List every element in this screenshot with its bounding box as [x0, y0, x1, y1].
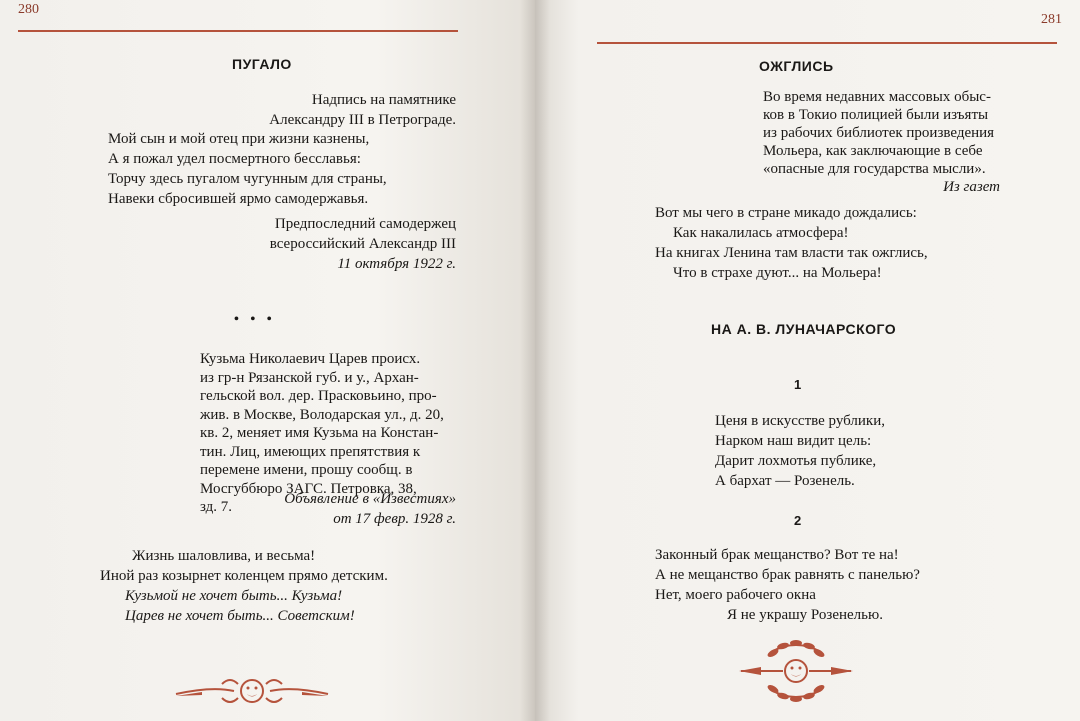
ornament-flourish-icon [172, 672, 332, 710]
announcement-line: перемене имени, прошу сообщ. в [200, 462, 413, 478]
epigraph-line: ков в Токио полицией были изъяты [763, 107, 989, 123]
source-line: от 17 февр. 1928 г. [333, 511, 456, 527]
announcement-line: из гр-н Рязанской губ. и у., Архан- [200, 369, 419, 386]
section-separator: • • • [234, 312, 276, 327]
verse-line: Я не украшу Розенелью. [727, 607, 883, 623]
poem-title-scarecrow: ПУГАЛО [232, 56, 292, 72]
poem-body-scarecrow [108, 129, 387, 209]
right-page [535, 0, 1080, 721]
epigraph-line: из рабочих библиотек произведения [763, 125, 995, 141]
signature-line: Предпоследний самодержец [274, 216, 456, 232]
verse-line: Мой сын и мой отец при жизни казнены, [108, 131, 370, 147]
announcement-line: кв. 2, меняет имя Кузьма на Констан- [200, 425, 439, 441]
announcement-line: гельской вол. дер. Прасковьино, про- [200, 388, 437, 404]
verse-line: Ценя в искусстве рублики, [715, 413, 885, 429]
verse-line: Торчу здесь пугалом чугунным для страны, [108, 171, 387, 187]
verse-line: На книгах Ленина там власти так ожглись, [655, 245, 928, 261]
header-rule-left [18, 30, 458, 32]
signature-line: всероссийский Александр III [269, 236, 456, 252]
announcement-line: тин. Лиц, имеющих препятствия к [200, 443, 421, 460]
poem-title-lunacharsky: НА А. В. ЛУНАЧАРСКОГО [711, 321, 897, 337]
verse-line: Кузьмой не хочет быть... Кузьма! [125, 588, 343, 604]
poem-title-burned: ОЖГЛИСЬ [759, 58, 834, 74]
verse-line: Нарком наш видит цель: [715, 433, 872, 449]
verse-line: Дарит лохмотья публике, [715, 453, 877, 469]
epigraph-burned [763, 88, 999, 178]
verse-line: Как накалилась атмосфера! [673, 225, 849, 241]
verse-line: А я пожал удел посмертного бесславья: [108, 151, 361, 167]
signature-scarecrow [196, 214, 456, 274]
book-gutter [520, 0, 550, 721]
verse-line: Иной раз козырнет коленцем прямо детским. [100, 568, 388, 584]
epigraph-line: «опасные для государства мысли». [763, 161, 986, 177]
left-page [0, 0, 535, 721]
verse-line: А не мещанство брак равнять с панелью? [655, 567, 920, 583]
announcement-line: жив. в Москве, Володарская ул., д. 20, [200, 406, 444, 423]
poem-date: 11 октября 1922 г. [337, 256, 456, 272]
verse-line: Вот мы чего в стране микадо дождались: [655, 205, 917, 221]
verse-line: А бархат — Розенель. [715, 473, 855, 489]
announcement-source [196, 489, 456, 529]
poem-body-burned [655, 203, 928, 283]
announcement-line: Кузьма Николаевич Царев происх. [200, 351, 421, 367]
verse-line: Что в страхе дуют... на Мольера! [673, 265, 882, 281]
laurel-ornament-icon [731, 638, 861, 704]
epigraph-line: Мольера, как заключающие в себе [763, 143, 983, 159]
epigraph-line: Во время недавних массовых обыс- [763, 89, 991, 105]
header-rule-right [597, 42, 1057, 44]
poem-body-kuzma [100, 546, 388, 626]
part-number-2: 2 [794, 513, 802, 528]
announcement-line: зд. 7. [200, 499, 233, 515]
page-number-left: 280 [18, 2, 39, 17]
verse-line: Навеки сбросившей ярмо самодержавья. [108, 191, 369, 207]
epigraph-line: Александру III в Петрограде. [269, 112, 456, 128]
announcement-line: Мосгуббюро ЗАГС. Петровка, 38, [200, 480, 417, 497]
verse-line: Законный брак мещанство? Вот те на! [655, 547, 899, 563]
part-number-1: 1 [794, 377, 802, 392]
epigraph-line: Надпись на памятнике [311, 92, 456, 108]
page-number-right: 281 [1041, 12, 1062, 27]
epigraph-source: Из газет [943, 179, 1000, 195]
verse-line: Жизнь шаловлива, и весьма! [132, 548, 316, 564]
verse-line: Нет, моего рабочего окна [655, 587, 816, 603]
poem-part-2 [655, 545, 920, 625]
verse-line: Царев не хочет быть... Советским! [125, 608, 355, 624]
epigraph-scarecrow [206, 90, 456, 130]
poem-part-1 [715, 411, 885, 491]
source-line: Объявление в «Известиях» [284, 491, 456, 507]
